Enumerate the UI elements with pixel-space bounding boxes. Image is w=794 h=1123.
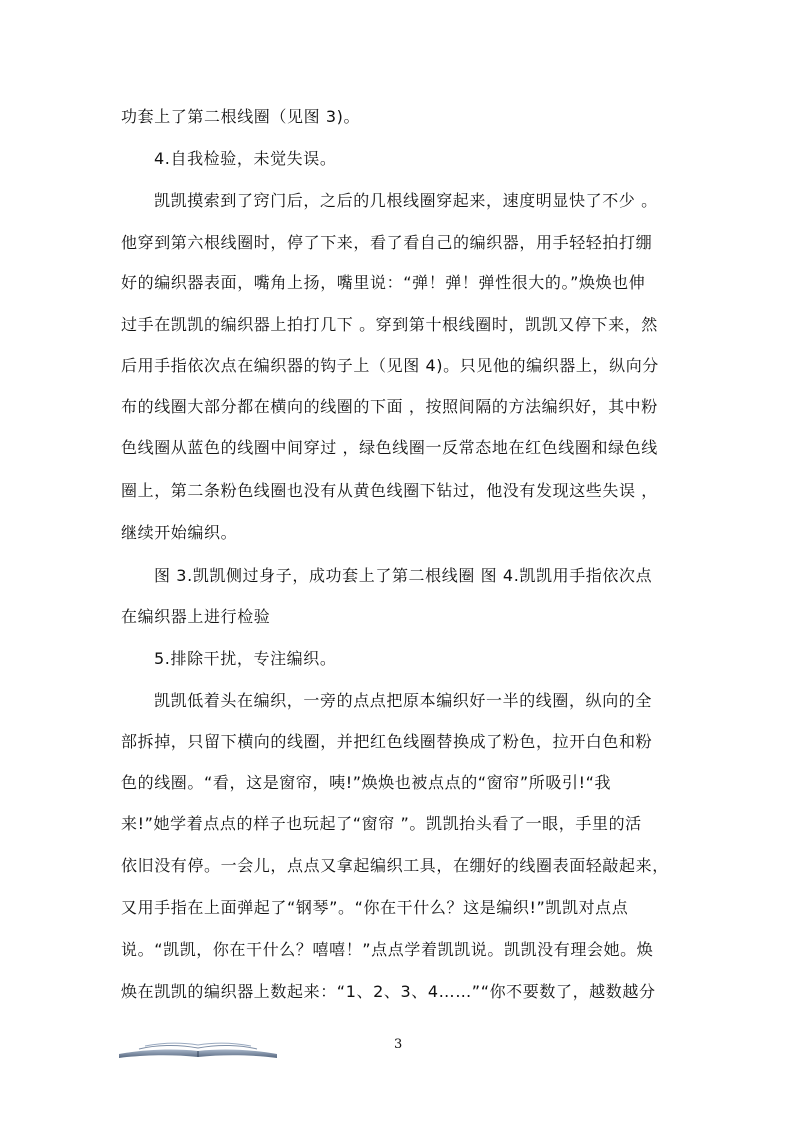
paragraph-6-line-4: 来!”她学着点点的样子也玩起了“窗帘 ”。凯凯抬头看了一眼，手里的活	[121, 814, 642, 833]
paragraph-2-heading: 4.自我检验，未觉失误。	[154, 149, 337, 168]
paragraph-3-line-7: 色线圈从蓝色的线圈中间穿过 ，绿色线圈一反常态地在红色线圈和绿色线	[121, 438, 658, 457]
paragraph-6-line-6: 又用手指在上面弹起了“钢琴”。“你在干什么？这是编织!”凯凯对点点	[121, 898, 629, 917]
paragraph-1-line-1: 功套上了第二根线圈（见图 3)。	[121, 107, 361, 126]
paragraph-5-heading: 5.排除干扰，专注编织。	[154, 649, 337, 668]
paragraph-3-line-6: 布的线圈大部分都在横向的线圈的下面 ，按照间隔的方法编织好，其中粉	[121, 397, 658, 416]
paragraph-6-line-2: 部拆掉，只留下横向的线圈，并把红色线圈替换成了粉色，拉开白色和粉	[121, 732, 653, 751]
paragraph-3-line-9: 继续开始编织。	[121, 523, 238, 542]
paragraph-6-line-1: 凯凯低着头在编织，一旁的点点把原本编织好一半的线圈，纵向的全	[154, 691, 653, 710]
open-book-icon	[119, 1034, 277, 1060]
paragraph-3-line-3: 好的编织器表面，嘴角上扬，嘴里说：“弹！弹！弹性很大的。”焕焕也伸	[121, 273, 646, 292]
paragraph-3-line-5: 后用手指依次点在编织器的钩子上（见图 4)。只见他的编织器上，纵向分	[121, 356, 659, 375]
figure-caption-line-1: 图 3.凯凯侧过身子，成功套上了第二根线圈 图 4.凯凯用手指依次点	[154, 566, 653, 585]
page-number: 3	[394, 1037, 403, 1052]
paragraph-6-line-7: 说。“凯凯，你在干什么？嘻嘻！”点点学着凯凯说。凯凯没有理会她。焕	[121, 940, 654, 959]
paragraph-6-line-3: 色的线圈。“看，这是窗帘，咦!”焕焕也被点点的“窗帘”所吸引!“我	[121, 773, 612, 792]
paragraph-6-line-5: 依旧没有停。一会儿，点点又拿起编织工具，在绷好的线圈表面轻敲起来，	[121, 856, 669, 875]
paragraph-3-line-8: 圈上，第二条粉色线圈也没有从黄色线圈下钻过，他没有发现这些失误 ，	[121, 481, 658, 500]
figure-caption-line-2: 在编织器上进行检验	[121, 607, 271, 626]
paragraph-3-line-2: 他穿到第六根线圈时，停了下来，看了看自己的编织器，用手轻轻拍打绷	[121, 233, 653, 252]
paragraph-3-line-1: 凯凯摸索到了窍门后，之后的几根线圈穿起来，速度明显快了不少 。	[154, 191, 658, 210]
paragraph-3-line-4: 过手在凯凯的编织器上拍打几下 。穿到第十根线圈时，凯凯又停下来，然	[121, 315, 658, 334]
paragraph-6-line-8: 焕在凯凯的编织器上数起来：“1、2、3、4……”“你不要数了，越数越分	[121, 982, 656, 1001]
